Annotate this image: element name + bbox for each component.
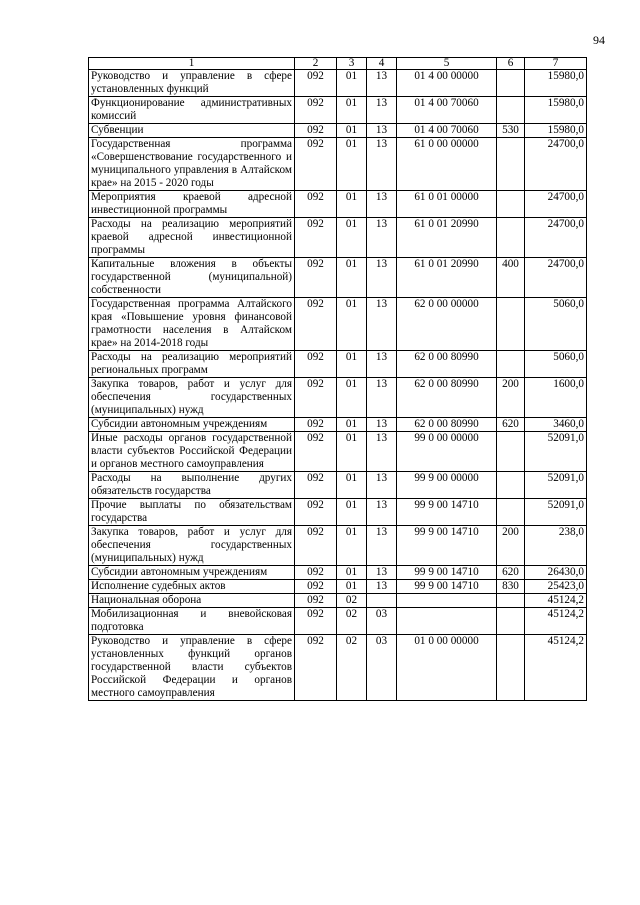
expense-type-cell: 620: [497, 566, 525, 580]
item-code-cell: 13: [367, 472, 397, 499]
target-code-cell: [397, 594, 497, 608]
amount-cell: 52091,0: [525, 499, 587, 526]
amount-cell: 1600,0: [525, 378, 587, 418]
subsection-code-cell: 01: [337, 97, 367, 124]
subsection-code-cell: 01: [337, 418, 367, 432]
subsection-code-cell: 01: [337, 378, 367, 418]
row-name-cell: Закупка товаров, работ и услуг для обеспечения государственных (муниципальных) нужд: [89, 378, 295, 418]
expense-type-cell: [497, 191, 525, 218]
section-code-cell: 092: [295, 378, 337, 418]
row-name-cell: Руководство и управление в сфере установленных функций органов государственной власти субъектов Российской Федерации и органов местного самоуправления: [89, 635, 295, 701]
subsection-code-cell: 02: [337, 594, 367, 608]
section-code-cell: 092: [295, 472, 337, 499]
target-code-cell: 01 4 00 70060: [397, 124, 497, 138]
table-row: [89, 124, 587, 138]
row-name-cell: Функционирование административных комиссий: [89, 97, 295, 124]
target-code-cell: [397, 608, 497, 635]
expense-type-cell: 620: [497, 418, 525, 432]
subsection-code-cell: 01: [337, 526, 367, 566]
target-code-cell: 61 0 01 00000: [397, 191, 497, 218]
table-row: [89, 298, 587, 351]
amount-cell: 52091,0: [525, 432, 587, 472]
item-code-cell: 13: [367, 97, 397, 124]
amount-cell: 25423,0: [525, 580, 587, 594]
item-code-cell: 13: [367, 580, 397, 594]
section-code-cell: 092: [295, 258, 337, 298]
expense-type-cell: [497, 608, 525, 635]
target-code-cell: 61 0 01 20990: [397, 258, 497, 298]
target-code-cell: 99 0 00 00000: [397, 432, 497, 472]
table-row: [89, 138, 587, 191]
amount-cell: 26430,0: [525, 566, 587, 580]
subsection-code-cell: 01: [337, 218, 367, 258]
expense-type-cell: [497, 594, 525, 608]
item-code-cell: 13: [367, 70, 397, 97]
expense-type-cell: 200: [497, 378, 525, 418]
section-code-cell: 092: [295, 124, 337, 138]
target-code-cell: 62 0 00 80990: [397, 378, 497, 418]
item-code-cell: 13: [367, 138, 397, 191]
target-code-cell: 99 9 00 14710: [397, 499, 497, 526]
table-row: [89, 191, 587, 218]
row-name-cell: Субвенции: [89, 124, 295, 138]
section-code-cell: 092: [295, 635, 337, 701]
expense-type-cell: [497, 351, 525, 378]
subsection-code-cell: 02: [337, 608, 367, 635]
amount-cell: 238,0: [525, 526, 587, 566]
header-cell: 5: [397, 58, 497, 70]
subsection-code-cell: 01: [337, 566, 367, 580]
subsection-code-cell: 02: [337, 635, 367, 701]
item-code-cell: 03: [367, 635, 397, 701]
expense-type-cell: [497, 432, 525, 472]
section-code-cell: 092: [295, 526, 337, 566]
table-row: [89, 432, 587, 472]
expense-type-cell: 830: [497, 580, 525, 594]
subsection-code-cell: 01: [337, 191, 367, 218]
header-cell: 4: [367, 58, 397, 70]
expense-type-cell: 400: [497, 258, 525, 298]
item-code-cell: 03: [367, 608, 397, 635]
target-code-cell: 62 0 00 80990: [397, 418, 497, 432]
amount-cell: 3460,0: [525, 418, 587, 432]
section-code-cell: 092: [295, 298, 337, 351]
item-code-cell: 13: [367, 298, 397, 351]
target-code-cell: 99 9 00 14710: [397, 526, 497, 566]
target-code-cell: 99 9 00 14710: [397, 566, 497, 580]
item-code-cell: [367, 594, 397, 608]
header-cell: 3: [337, 58, 367, 70]
amount-cell: 24700,0: [525, 191, 587, 218]
item-code-cell: 13: [367, 499, 397, 526]
table-row: [89, 258, 587, 298]
expense-type-cell: [497, 499, 525, 526]
item-code-cell: 13: [367, 191, 397, 218]
subsection-code-cell: 01: [337, 499, 367, 526]
amount-cell: 15980,0: [525, 124, 587, 138]
table-row: [89, 378, 587, 418]
header-cell: 2: [295, 58, 337, 70]
table-row: [89, 472, 587, 499]
section-code-cell: 092: [295, 138, 337, 191]
row-name-cell: Расходы на выполнение других обязательств государства: [89, 472, 295, 499]
row-name-cell: Руководство и управление в сфере установленных функций: [89, 70, 295, 97]
row-name-cell: Субсидии автономным учреждениям: [89, 566, 295, 580]
section-code-cell: 092: [295, 432, 337, 472]
row-name-cell: Капитальные вложения в объекты государственной (муниципальной) собственности: [89, 258, 295, 298]
row-name-cell: Иные расходы органов государственной власти субъектов Российской Федерации и органов местного самоуправления: [89, 432, 295, 472]
item-code-cell: 13: [367, 218, 397, 258]
subsection-code-cell: 01: [337, 70, 367, 97]
row-name-cell: Субсидии автономным учреждениям: [89, 418, 295, 432]
target-code-cell: 99 9 00 14710: [397, 580, 497, 594]
table-row: [89, 566, 587, 580]
row-name-cell: Расходы на реализацию мероприятий региональных программ: [89, 351, 295, 378]
amount-cell: 52091,0: [525, 472, 587, 499]
expense-type-cell: 200: [497, 526, 525, 566]
target-code-cell: 61 0 00 00000: [397, 138, 497, 191]
item-code-cell: 13: [367, 526, 397, 566]
row-name-cell: Мероприятия краевой адресной инвестиционной программы: [89, 191, 295, 218]
section-code-cell: 092: [295, 97, 337, 124]
subsection-code-cell: 01: [337, 351, 367, 378]
table-row: [89, 580, 587, 594]
amount-cell: 45124,2: [525, 608, 587, 635]
row-name-cell: Закупка товаров, работ и услуг для обеспечения государственных (муниципальных) нужд: [89, 526, 295, 566]
expense-type-cell: [497, 472, 525, 499]
item-code-cell: 13: [367, 378, 397, 418]
item-code-cell: 13: [367, 566, 397, 580]
subsection-code-cell: 01: [337, 580, 367, 594]
target-code-cell: 01 4 00 70060: [397, 97, 497, 124]
table-row: [89, 608, 587, 635]
table-row: [89, 418, 587, 432]
section-code-cell: 092: [295, 218, 337, 258]
section-code-cell: 092: [295, 351, 337, 378]
table-row: [89, 526, 587, 566]
item-code-cell: 13: [367, 124, 397, 138]
table-row: [89, 218, 587, 258]
subsection-code-cell: 01: [337, 124, 367, 138]
page-number: 94: [593, 33, 605, 47]
row-name-cell: Мобилизационная и вневойсковая подготовка: [89, 608, 295, 635]
section-code-cell: 092: [295, 499, 337, 526]
header-cell: 7: [525, 58, 587, 70]
table-row: [89, 635, 587, 701]
amount-cell: 24700,0: [525, 258, 587, 298]
expense-type-cell: [497, 70, 525, 97]
item-code-cell: 13: [367, 258, 397, 298]
target-code-cell: 62 0 00 80990: [397, 351, 497, 378]
row-name-cell: Расходы на реализацию мероприятий краевой адресной инвестиционной программы: [89, 218, 295, 258]
target-code-cell: 01 0 00 00000: [397, 635, 497, 701]
subsection-code-cell: 01: [337, 432, 367, 472]
header-row: [89, 58, 587, 70]
expense-type-cell: [497, 97, 525, 124]
expense-type-cell: [497, 218, 525, 258]
target-code-cell: 61 0 01 20990: [397, 218, 497, 258]
section-code-cell: 092: [295, 594, 337, 608]
amount-cell: 24700,0: [525, 138, 587, 191]
amount-cell: 15980,0: [525, 70, 587, 97]
amount-cell: 45124,2: [525, 635, 587, 701]
subsection-code-cell: 01: [337, 298, 367, 351]
expense-type-cell: [497, 635, 525, 701]
amount-cell: 5060,0: [525, 298, 587, 351]
target-code-cell: 62 0 00 00000: [397, 298, 497, 351]
subsection-code-cell: 01: [337, 472, 367, 499]
target-code-cell: 01 4 00 00000: [397, 70, 497, 97]
amount-cell: 45124,2: [525, 594, 587, 608]
expense-type-cell: [497, 138, 525, 191]
table-row: [89, 97, 587, 124]
amount-cell: 5060,0: [525, 351, 587, 378]
section-code-cell: 092: [295, 580, 337, 594]
header-cell: 1: [89, 58, 295, 70]
row-name-cell: Государственная программа «Совершенствование государственного и муниципального управления в Алтайском крае» на 2015 - 2020 годы: [89, 138, 295, 191]
item-code-cell: 13: [367, 351, 397, 378]
budget-table: [88, 57, 587, 701]
item-code-cell: 13: [367, 432, 397, 472]
table-row: [89, 594, 587, 608]
amount-cell: 15980,0: [525, 97, 587, 124]
subsection-code-cell: 01: [337, 138, 367, 191]
item-code-cell: 13: [367, 418, 397, 432]
expense-type-cell: 530: [497, 124, 525, 138]
row-name-cell: Прочие выплаты по обязательствам государства: [89, 499, 295, 526]
table-row: [89, 351, 587, 378]
section-code-cell: 092: [295, 418, 337, 432]
subsection-code-cell: 01: [337, 258, 367, 298]
amount-cell: 24700,0: [525, 218, 587, 258]
section-code-cell: 092: [295, 608, 337, 635]
section-code-cell: 092: [295, 566, 337, 580]
table-row: [89, 499, 587, 526]
header-cell: 6: [497, 58, 525, 70]
section-code-cell: 092: [295, 191, 337, 218]
row-name-cell: Национальная оборона: [89, 594, 295, 608]
table-row: [89, 70, 587, 97]
row-name-cell: Государственная программа Алтайского края «Повышение уровня финансовой грамотности населения в Алтайском крае» на 2014-2018 годы: [89, 298, 295, 351]
target-code-cell: 99 9 00 00000: [397, 472, 497, 499]
row-name-cell: Исполнение судебных актов: [89, 580, 295, 594]
section-code-cell: 092: [295, 70, 337, 97]
expense-type-cell: [497, 298, 525, 351]
